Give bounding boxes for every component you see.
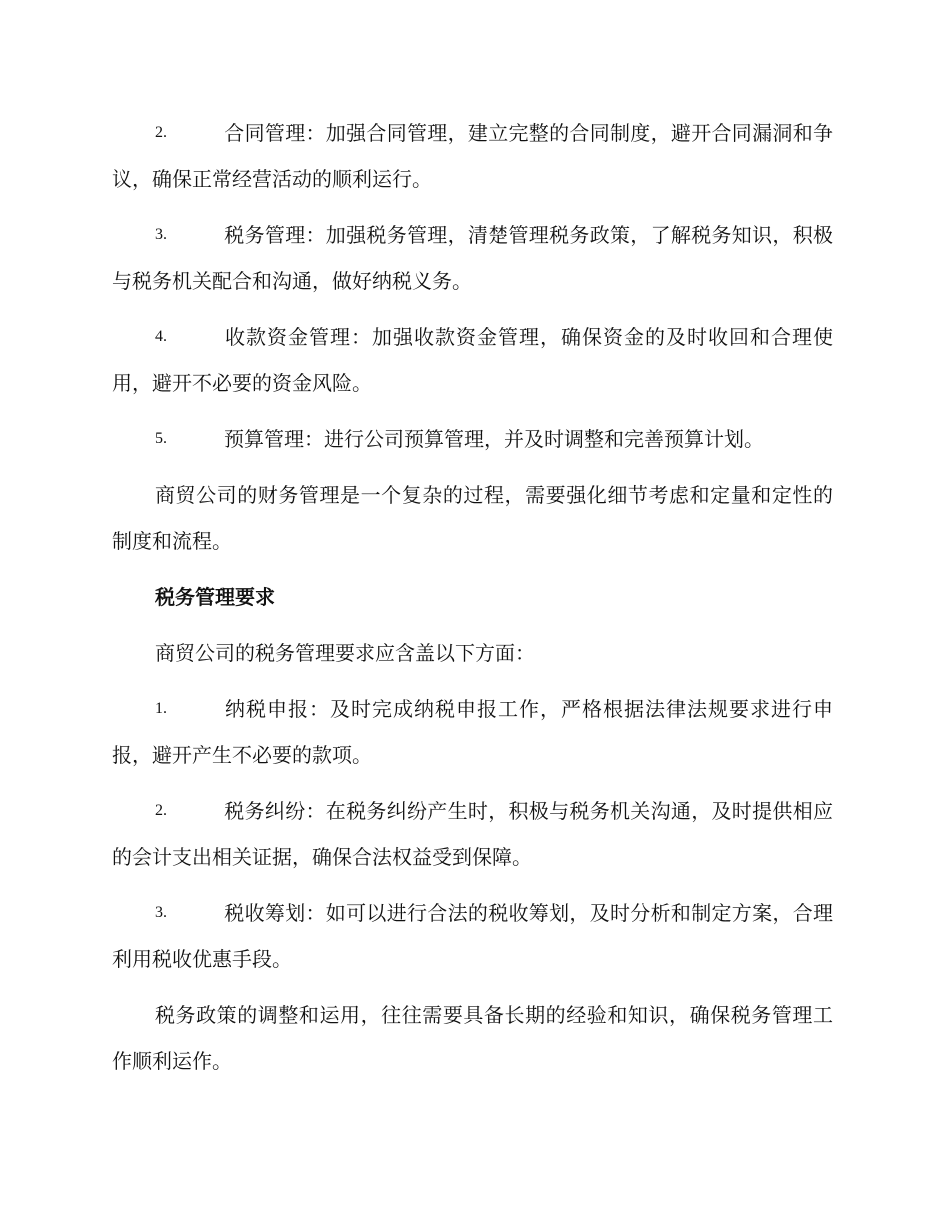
list-text: 税收筹划：如可以进行合法的税收筹划，及时分析和制定方案，合理利用税收优惠手段。 — [112, 901, 833, 971]
list-item — [112, 416, 833, 462]
closing-paragraph: 税务政策的调整和运用，往往需要具备长期的经验和知识，确保税务管理工作顺利运作。 — [112, 1003, 833, 1073]
list-text: 合同管理：加强合同管理，建立完整的合同制度，避开合同漏洞和争议，确保正常经营活动的顺利运行。 — [112, 121, 833, 191]
list-number: 4. — [155, 328, 167, 345]
list-text: 税务管理：加强税务管理，清楚管理税务政策，了解税务知识，积极与税务机关配合和沟通，做好纳税义务。 — [112, 223, 833, 293]
intro-paragraph: 商贸公司的税务管理要求应含盖以下方面： — [155, 641, 535, 665]
list-text: 纳税申报：及时完成纳税申报工作，严格根据法律法规要求进行申报，避开产生不必要的款项。 — [112, 697, 833, 767]
list-number: 3. — [155, 226, 167, 243]
list-number: 5. — [155, 430, 167, 447]
list-number: 3. — [155, 904, 167, 921]
list-number: 2. — [155, 124, 167, 141]
list-text: 税务纠纷：在税务纠纷产生时，积极与税务机关沟通，及时提供相应的会计支出相关证据，确保合法权益受到保障。 — [112, 799, 833, 869]
list-text: 收款资金管理：加强收款资金管理，确保资金的及时收回和合理使用，避开不必要的资金风险。 — [112, 325, 833, 395]
list-item — [112, 788, 833, 880]
list-item — [112, 686, 833, 778]
list-number: 2. — [155, 802, 167, 819]
list-item — [112, 890, 833, 982]
section-heading: 税务管理要求 — [155, 585, 275, 609]
list-text: 预算管理：进行公司预算管理，并及时调整和完善预算计划。 — [224, 427, 764, 451]
summary-paragraph: 商贸公司的财务管理是一个复杂的过程，需要强化细节考虑和定量和定性的制度和流程。 — [112, 483, 833, 553]
list-number: 1. — [155, 700, 167, 717]
list-item — [112, 110, 833, 202]
list-item — [112, 212, 833, 304]
list-item — [112, 314, 833, 406]
